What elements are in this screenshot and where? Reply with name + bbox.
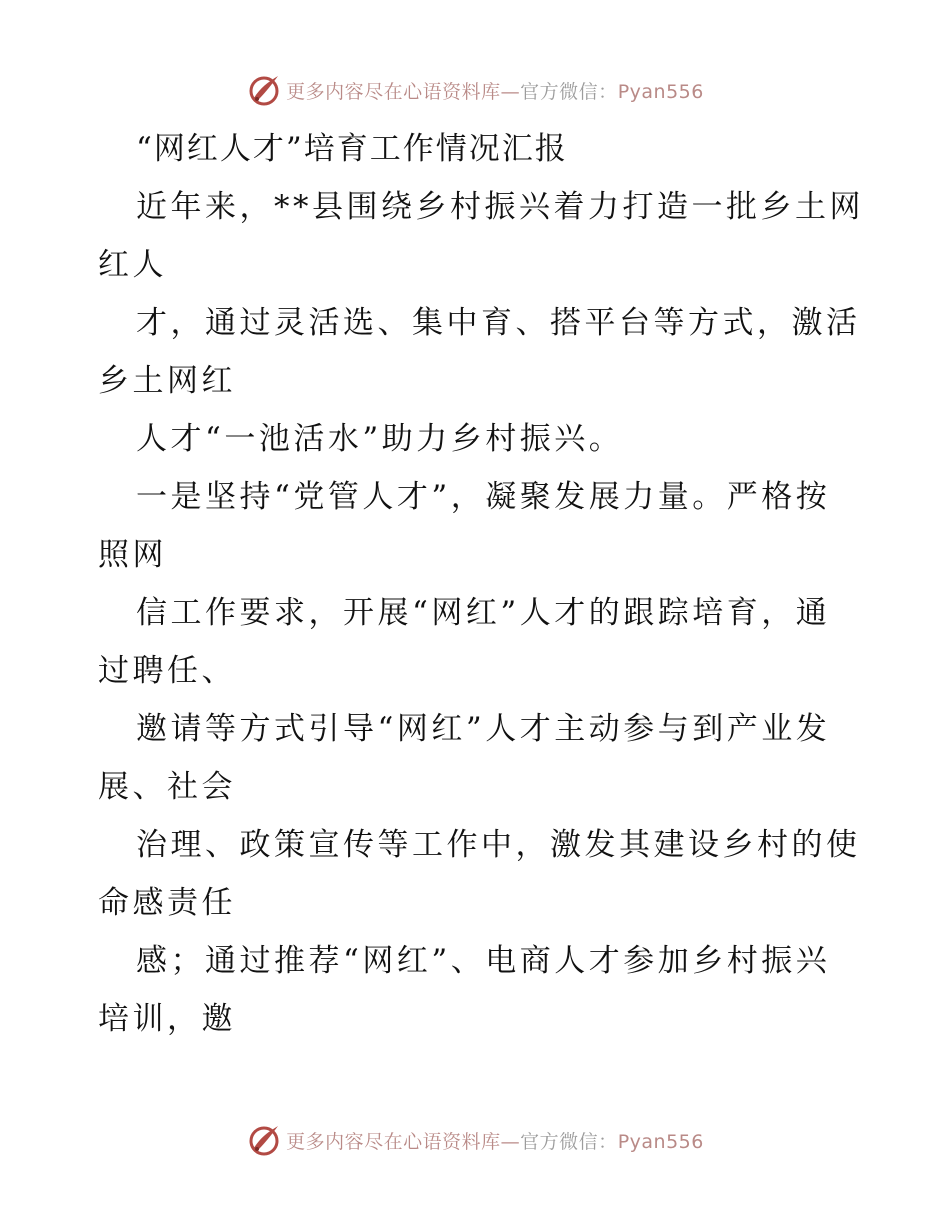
watermark-wechat-label: 官方微信： — [520, 80, 618, 103]
text-line: 展、社会 — [98, 769, 236, 805]
watermark-wechat-id: Pyan556 — [617, 80, 704, 103]
document-title: “网红人才”培育工作情况汇报 — [136, 131, 568, 167]
text-line: 乡土网红 — [98, 363, 236, 399]
text-line: 照网 — [98, 537, 167, 573]
watermark-site-text: 更多内容尽在心语资料库— — [286, 80, 521, 103]
text-line: 信工作要求，开展“网红”人才的跟踪培育，通 — [136, 595, 831, 631]
ink-pen-icon — [246, 1122, 282, 1158]
ink-pen-icon — [246, 72, 282, 108]
text-line: 近年来，**县围绕乡村振兴着力打造一批乡土网 — [136, 189, 864, 225]
text-line: 感；通过推荐“网红”、电商人才参加乡村振兴 — [136, 943, 831, 979]
text-line: 邀请等方式引导“网红”人才主动参与到产业发 — [136, 711, 831, 747]
text-line: 一是坚持“党管人才”，凝聚发展力量。严格按 — [136, 479, 831, 515]
text-line: 人才“一池活水”助力乡村振兴。 — [136, 421, 624, 457]
watermark-text — [286, 1127, 704, 1154]
text-line: 命感责任 — [98, 885, 236, 921]
watermark-group — [246, 72, 704, 108]
text-line: 过聘任、 — [98, 653, 236, 689]
watermark-text — [286, 77, 704, 104]
header-watermark — [0, 70, 950, 110]
text-line: 培训，邀 — [98, 1001, 236, 1037]
watermark-wechat-id: Pyan556 — [617, 1130, 704, 1153]
footer-watermark — [0, 1120, 950, 1160]
text-line: 红人 — [98, 247, 167, 283]
text-line: 才，通过灵活选、集中育、搭平台等方式，激活 — [136, 305, 861, 341]
watermark-group — [246, 1122, 704, 1158]
watermark-site-text: 更多内容尽在心语资料库— — [286, 1130, 521, 1153]
document-body — [98, 120, 864, 1048]
text-line: 治理、政策宣传等工作中，激发其建设乡村的使 — [136, 827, 861, 863]
watermark-wechat-label: 官方微信： — [520, 1130, 618, 1153]
